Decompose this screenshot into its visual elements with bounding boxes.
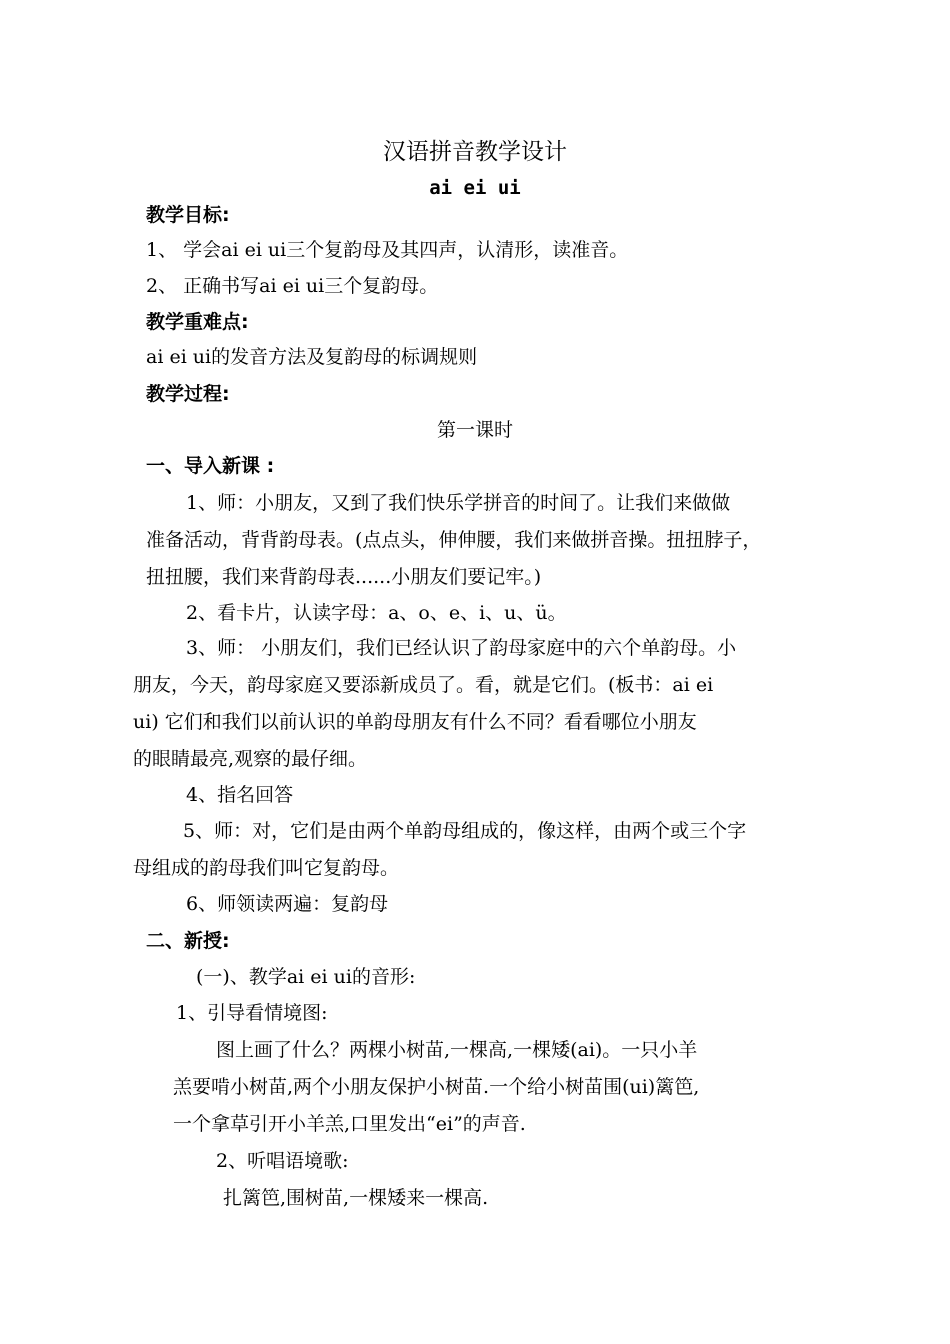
- key-points-text: ai ei ui的发音方法及复韵母的标调规则: [146, 346, 478, 368]
- section2-paragraph: 一个拿草引开小羊羔,口里发出“ei”的声音.: [173, 1113, 526, 1135]
- section1-paragraph: 准备活动，背背韵母表。(点点头，伸伸腰，我们来做拼音操。扭扭脖子，: [146, 529, 762, 551]
- section2-paragraph: 羔要啃小树苗,两个小朋友保护小树苗.一个给小树苗围(ui)篱笆,: [173, 1076, 700, 1098]
- section1-paragraph: 朋友，今天，韵母家庭又要添新成员了。看，就是它们。(板书：ai ei: [133, 674, 714, 696]
- section1-paragraph: 2、看卡片，认读字母：a、o、e、i、u、ü。: [186, 602, 567, 624]
- section2-item: 2、听唱语境歌:: [216, 1150, 349, 1172]
- section2-heading: 二、新授:: [146, 930, 230, 952]
- section2-subheading: (一)、教学ai ei ui的音形:: [196, 966, 416, 988]
- section2-paragraph: 扎篱笆,围树苗,一棵矮来一棵高.: [223, 1187, 489, 1209]
- section1-paragraph: 1、师：小朋友，又到了我们快乐学拼音的时间了。让我们来做做: [186, 492, 731, 514]
- process-heading: 教学过程:: [146, 383, 230, 405]
- section1-paragraph: ui) 它们和我们以前认识的单韵母朋友有什么不同？看看哪位小朋友: [133, 711, 697, 733]
- document-subtitle: ai ei ui: [429, 177, 521, 199]
- section1-paragraph: 的眼睛最亮,观察的最仔细。: [133, 748, 368, 770]
- lesson-label: 第一课时: [436, 419, 513, 441]
- section1-paragraph: 母组成的韵母我们叫它复韵母。: [133, 857, 400, 879]
- section2-item: 1、引导看情境图:: [176, 1002, 328, 1024]
- section2-paragraph: 图上画了什么？两棵小树苗,一棵高,一棵矮(ai)。一只小羊: [216, 1039, 698, 1061]
- goal-item-2: 2、 正确书写ai ei ui三个复韵母。: [146, 275, 439, 297]
- section1-paragraph: 6、师领读两遍：复韵母: [186, 893, 389, 915]
- section1-paragraph: 扭扭腰，我们来背韵母表......小朋友们要记牢。): [146, 566, 542, 588]
- section1-paragraph: 5、师：对，它们是由两个单韵母组成的，像这样，由两个或三个字: [183, 820, 747, 842]
- document-title: 汉语拼音教学设计: [383, 139, 567, 165]
- key-points-heading: 教学重难点:: [146, 311, 249, 333]
- goals-heading: 教学目标:: [146, 204, 230, 226]
- section1-paragraph: 4、指名回答: [186, 784, 294, 806]
- section1-paragraph: 3、师： 小朋友们，我们已经认识了韵母家庭中的六个单韵母。小: [186, 637, 737, 659]
- section1-heading: 一、导入新课 :: [146, 455, 275, 477]
- goal-item-1: 1、 学会ai ei ui三个复韵母及其四声，认清形，读准音。: [146, 239, 629, 261]
